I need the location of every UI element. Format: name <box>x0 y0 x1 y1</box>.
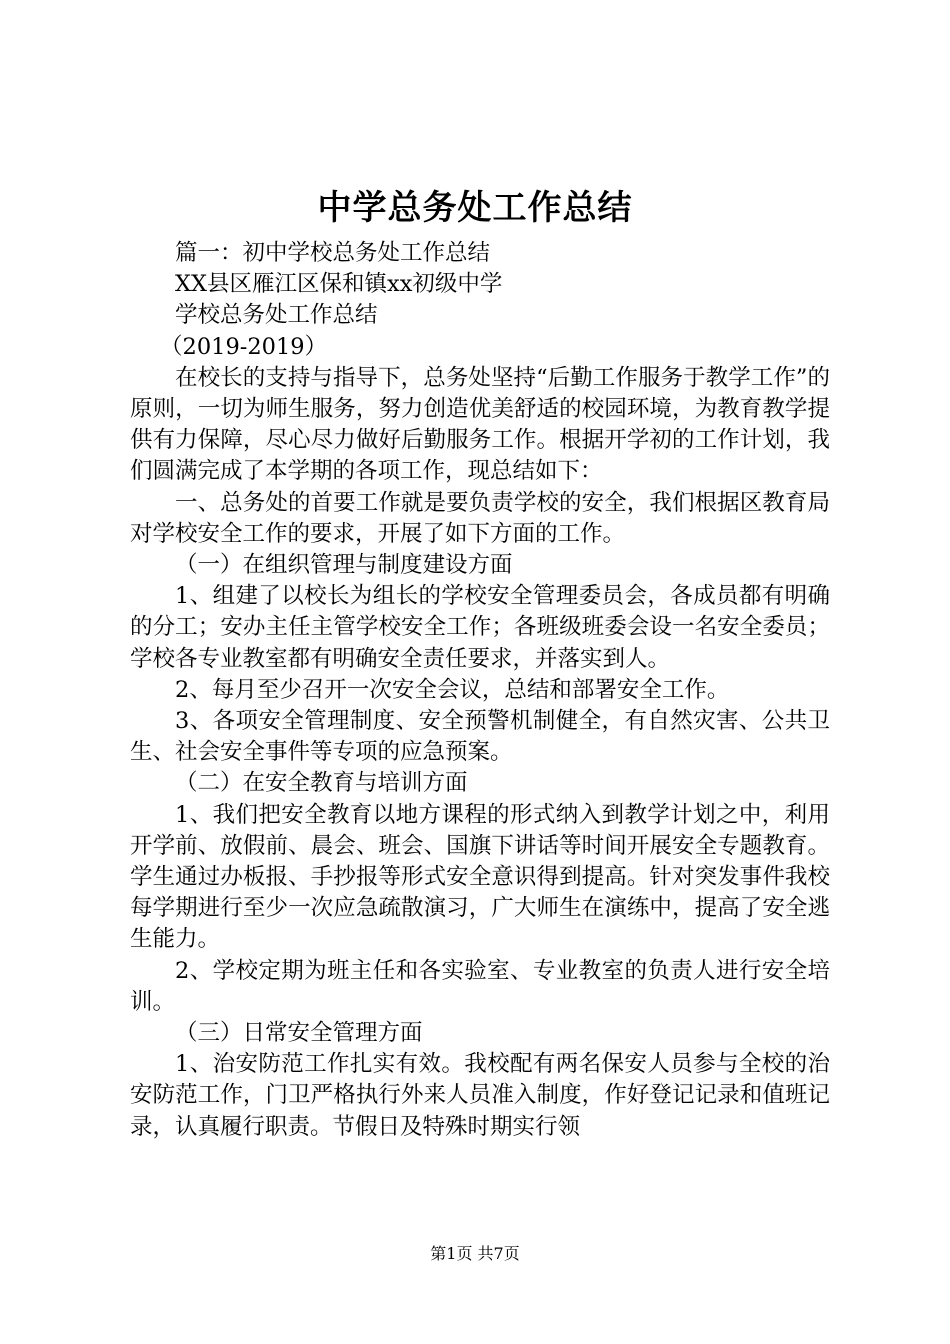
paragraph-section-one: 一、总务处的首要工作就是要负责学校的安全，我们根据区教育局对学校安全工作的要求，开展了如下方面的工作。 <box>130 489 830 547</box>
paragraph-item: 1、组建了以校长为组长的学校安全管理委员会，各成员都有明确的分工；安办主任主管学校安全工作；各班级班委会设一名安全委员；学校各专业教室都有明确安全责任要求，并落实到人。 <box>130 583 830 672</box>
paragraph-item: 3、各项安全管理制度、安全预警机制健全，有自然灾害、公共卫生、社会安全事件等专项的应急预案。 <box>130 708 830 766</box>
document-body <box>130 238 830 1143</box>
paragraph-item: 1、治安防范工作扎实有效。我校配有两名保安人员参与全校的治安防范工作，门卫严格执行外来人员准入制度，作好登记记录和值班记录，认真履行职责。节假日及特殊时期实行领 <box>130 1051 830 1140</box>
page-number-footer: 第1页 共7页 <box>430 1244 520 1263</box>
paragraph-subsection-three: （三）日常安全管理方面 <box>175 1020 423 1047</box>
paragraph-year-range: （2019-2019） <box>160 333 328 360</box>
paragraph-subsection-two: （二）在安全教育与培训方面 <box>175 770 468 797</box>
paragraph-school-name: XX县区雁江区保和镇xx初级中学 <box>175 271 503 298</box>
paragraph-intro: 在校长的支持与指导下，总务处坚持“后勤工作服务于教学工作”的原则，一切为师生服务，努力创造优美舒适的校园环境，为教育教学提供有力保障，尽心尽力做好后勤服务工作。根据开学初的工作计划，我们圆满完成了本学期的各项工作，现总结如下： <box>130 364 830 485</box>
document-title: 中学总务处工作总结 <box>317 188 633 228</box>
paragraph-report-name: 学校总务处工作总结 <box>175 302 378 329</box>
paragraph-subsection-one: （一）在组织管理与制度建设方面 <box>175 552 513 579</box>
paragraph-item: 2、每月至少召开一次安全会议，总结和部署安全工作。 <box>175 676 730 703</box>
paragraph-heading-part-one: 篇一：初中学校总务处工作总结 <box>175 240 491 266</box>
paragraph-item: 1、我们把安全教育以地方课程的形式纳入到教学计划之中，利用开学前、放假前、晨会、班会、国旗下讲话等时间开展安全专题教育。学生通过办板报、手抄报等形式安全意识得到提高。针对突发事件我校每学期进行至少一次应急疏散演习，广大师生在演练中，提高了安全逃生能力。 <box>130 801 830 953</box>
paragraph-item: 2、学校定期为班主任和各实验室、专业教室的负责人进行安全培训。 <box>130 957 830 1015</box>
